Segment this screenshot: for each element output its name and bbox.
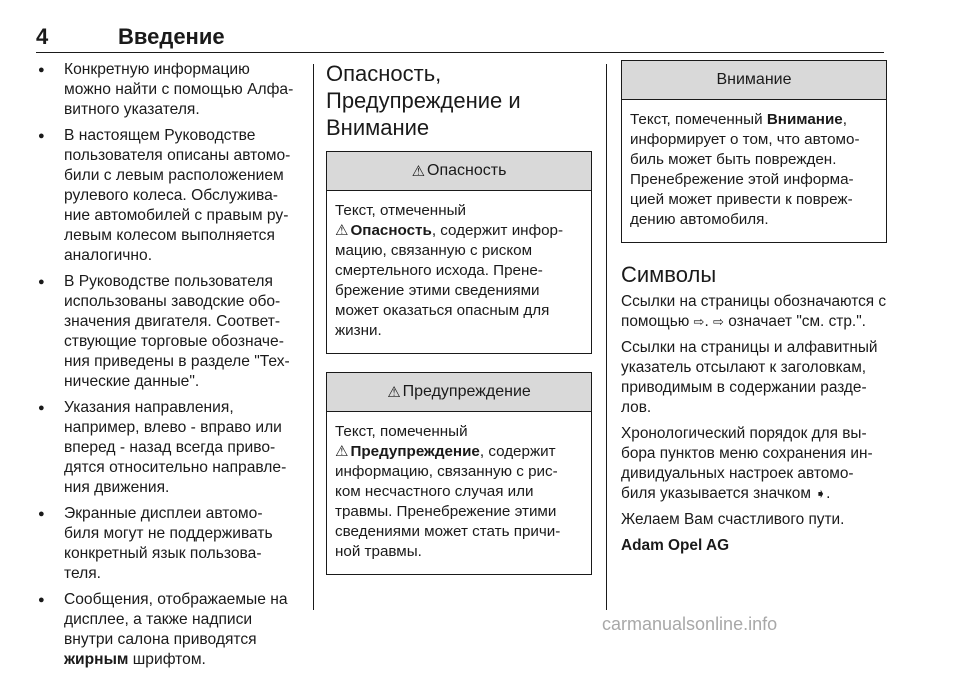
warning-triangle-icon: ⚠ xyxy=(387,384,401,401)
para-text: Хронологический порядок для вы- бора пунктов меню сохранения ин- дивидуальных настроек автомо- биля указывается значком xyxy=(621,425,873,502)
caution-text: , информирует о том, что автомо- биль может быть поврежден. Пренебрежение этой информа- цией может привести к повреж- дению автомобиля. xyxy=(630,111,860,228)
warning-box xyxy=(326,372,592,575)
para-text: . xyxy=(704,313,709,330)
column-middle xyxy=(326,60,592,593)
section-heading-warnings: Опасность, Предупреждение и Внимание xyxy=(326,61,521,140)
warning-triangle-icon: ⚠ xyxy=(335,443,349,460)
column-right xyxy=(621,60,887,562)
list-item: ● Конкретную информацию можно найти с помощью Алфа- витного указателя. xyxy=(36,60,300,120)
caution-box xyxy=(621,60,887,243)
warning-bold: Предупреждение xyxy=(350,443,480,460)
caution-box-body xyxy=(622,100,886,242)
page-header xyxy=(36,22,884,53)
caution-box-title: Внимание xyxy=(622,61,886,100)
warning-box-title xyxy=(327,373,591,412)
section-heading-symbols: Символы xyxy=(621,262,717,287)
list-item: ● Экранные дисплеи автомо- биля могут не поддерживать конкретный язык пользова- теля. xyxy=(36,504,300,584)
page-reference-arrow-icon: ⇨ xyxy=(713,314,724,329)
danger-bold: Опасность xyxy=(350,222,432,239)
danger-title-text: Опасность xyxy=(427,162,507,179)
para-text: . xyxy=(826,485,831,502)
warning-box-body xyxy=(327,412,591,574)
list-item-tail: шрифтом. xyxy=(132,651,206,668)
danger-text: , содержит инфор- мацию, связанную с риском смертельного исхода. Прене- брежение этими сведениями может оказаться опасным для жизни. xyxy=(335,222,564,339)
paragraph-index: Ссылки на страницы и алфавитный указатель отсылают к заголовкам, приводимым в содержании разде- лов. xyxy=(621,339,878,416)
danger-box-body xyxy=(327,191,591,353)
para-text: означает "см. стр.". xyxy=(728,313,866,330)
warning-triangle-icon: ⚠ xyxy=(335,222,349,239)
para-text: Ссылки на страницы обозначаются с помощью xyxy=(621,293,887,330)
bullet-list xyxy=(36,60,300,670)
caution-intro: Текст, помеченный xyxy=(630,111,763,128)
list-item xyxy=(36,590,300,670)
bold-word: жирным xyxy=(64,651,129,668)
paragraph-wishes: Желаем Вам счастливого пути. xyxy=(621,511,845,528)
column-divider xyxy=(313,64,314,610)
column-left xyxy=(36,60,300,676)
danger-box xyxy=(326,151,592,354)
list-item: ● В настоящем Руководстве пользователя описаны автомо- били с левым расположением рулевого колеса. Обслужива- ние автомобилей с правым ру- левым колесом выполняется аналогично. xyxy=(36,126,300,266)
warning-title-text: Предупреждение xyxy=(402,383,531,400)
warning-text: , содержит информацию, связанную с рис- ком несчастного случая или травмы. Пренебрежение этими сведениями может стать причи- ной травмы. xyxy=(335,443,561,560)
signature-text: Adam Opel AG xyxy=(621,537,730,554)
paragraph-page-refs xyxy=(621,292,887,332)
list-item-text: Сообщения, отображаемые на дисплее, а также надписи внутри салона приводятся xyxy=(64,591,288,648)
danger-intro: Текст, отмеченный xyxy=(335,202,466,219)
paragraph-menu-order xyxy=(621,424,887,504)
warning-intro: Текст, помеченный xyxy=(335,423,468,440)
list-item: ● В Руководстве пользователя использованы заводские обо- значения двигателя. Соответ- ствующие торговые обозначе- ния приведены в разделе "Тех- нические данные". xyxy=(36,272,300,392)
column-divider xyxy=(606,64,607,610)
caution-bold: Внимание xyxy=(766,111,843,128)
danger-box-title xyxy=(327,152,591,191)
menu-step-arrow-icon: ➧ xyxy=(815,486,827,501)
signature xyxy=(621,536,887,556)
page-reference-arrow-icon: ⇨ xyxy=(693,314,705,329)
page-number: 4 xyxy=(36,24,49,49)
warning-triangle-icon: ⚠ xyxy=(411,163,426,180)
page-title: Введение xyxy=(118,24,225,49)
watermark: carmanualsonline.info xyxy=(602,614,778,634)
list-item: ● Указания направления, например, влево - вправо или вперед - назад всегда приво- дятся относительно направле- ния движения. xyxy=(36,398,300,498)
